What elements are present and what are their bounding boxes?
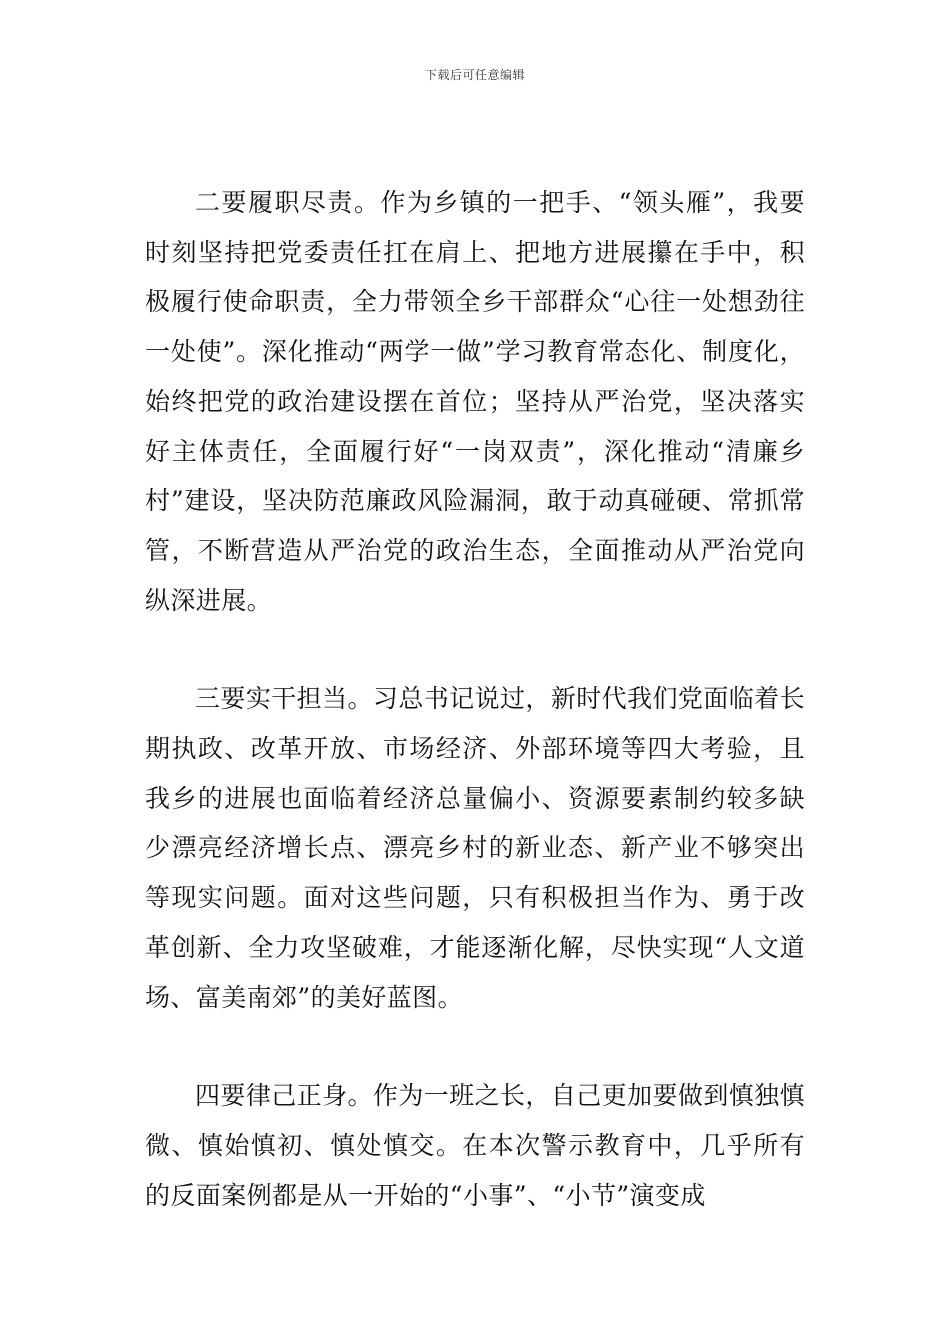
document-body (145, 178, 805, 1220)
paragraph-duty: 二要履职尽责。作为乡镇的一把手、“领头雁”，我要时刻坚持把党委责任扛在肩上、把地方进展攥在手中，积极履行使命职责，全力带领全乡干部群众“心往一处想劲往一处使”。深化推动“两学一做”学习教育常态化、制度化，始终把党的政治建设摆在首位；坚持从严治党，坚决落实好主体责任，全面履行好“一岗双责”，深化推动“清廉乡村”建设，坚决防范廉政风险漏洞，敢于动真碰硬、常抓常管，不断营造从严治党的政治生态，全面推动从严治党向纵深进展。 (145, 188, 805, 615)
page-header-note: 下载后可任意编辑 (424, 68, 525, 82)
paragraph-responsibility: 三要实干担当。习总书记说过，新时代我们党面临着长期执政、改革开放、市场经济、外部环境等四大考验，且我乡的进展也面临着经济总量偏小、资源要素制约较多缺少漂亮经济增长点、漂亮乡村的新业态、新产业不够突出等现实问题。面对这些问题，只有积极担当作为、勇于改革创新、全力攻坚破难，才能逐渐化解，尽快实现“人文道场、富美南郊”的美好蓝图。 (145, 684, 805, 1012)
paragraph-self-discipline: 四要律己正身。作为一班之长，自己更加要做到慎独慎微、慎始慎初、慎处慎交。在本次警示教育中，几乎所有的反面案例都是从一开始的“小事”、“小节”演变成 (145, 1081, 805, 1210)
